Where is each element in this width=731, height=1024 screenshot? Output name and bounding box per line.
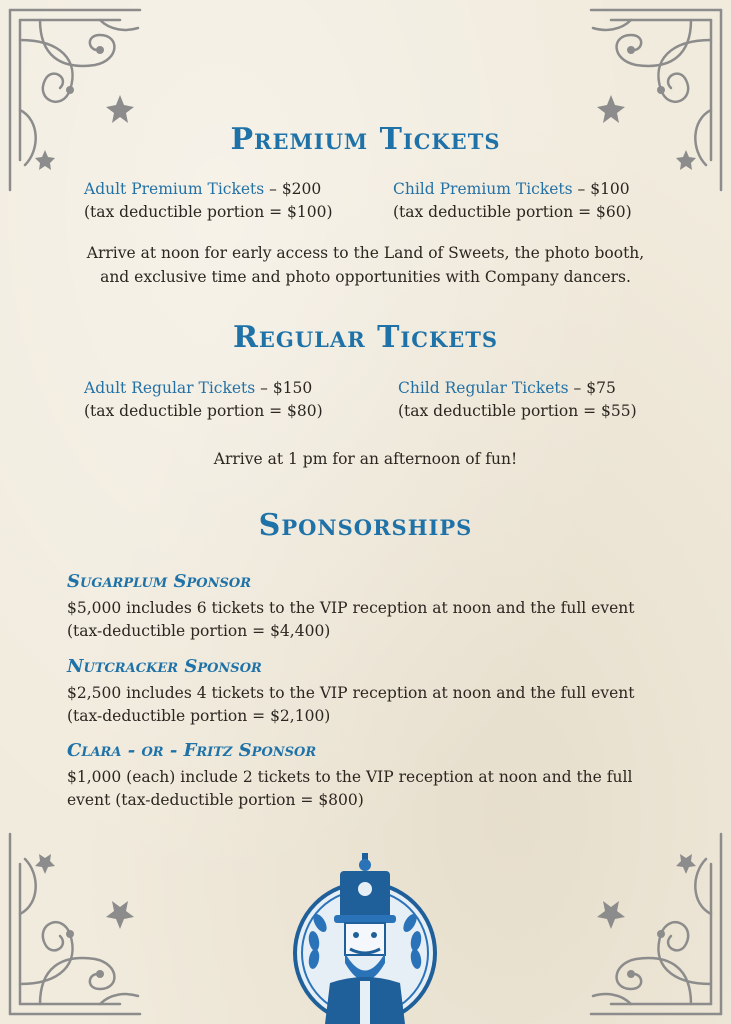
sponsor-desc-clara-fritz	[67, 766, 667, 812]
adult-premium-label: Adult Premium Tickets	[84, 180, 265, 198]
sponsor-title-sugarplum: Sugarplum Sponsor	[67, 571, 252, 592]
ornate-flourish-icon	[581, 824, 731, 1024]
sponsor-title-clara-fritz: Clara - or - Fritz Sponsor	[67, 740, 317, 761]
child-regular-tax: (tax deductible portion = $55)	[398, 402, 637, 420]
adult-regular-tax: (tax deductible portion = $80)	[84, 402, 323, 420]
child-premium-label: Child Premium Tickets	[393, 180, 573, 198]
corner-ornament-top-right	[581, 0, 731, 200]
regular-heading: Regular Tickets	[232, 320, 499, 355]
regular-description: Arrive at 1 pm for an afternoon of fun!	[213, 450, 518, 468]
adult-premium-tax: (tax deductible portion = $100)	[84, 203, 333, 221]
adult-regular-price: – $150	[255, 379, 313, 397]
adult-regular-label: Adult Regular Tickets	[84, 379, 256, 397]
corner-ornament-bottom-right	[581, 824, 731, 1024]
sponsor-desc-sugarplum	[67, 597, 667, 643]
sponsor-desc-line: $5,000 includes 6 tickets to the VIP reception at noon and the full event	[67, 599, 635, 617]
adult-premium-price: – $200	[264, 180, 322, 198]
sponsor-desc-line: (tax-deductible portion = $2,100)	[67, 707, 331, 725]
child-regular-label: Child Regular Tickets	[398, 379, 569, 397]
child-regular-block	[398, 377, 637, 423]
sponsorships-heading: Sponsorships	[258, 508, 473, 543]
sponsor-desc-line: $2,500 includes 4 tickets to the VIP reception at noon and the full event	[67, 684, 635, 702]
child-premium-price: – $100	[572, 180, 630, 198]
premium-description-line2: and exclusive time and photo opportunities with Company dancers.	[100, 268, 631, 286]
sponsor-desc-nutcracker	[67, 682, 667, 728]
premium-heading: Premium Tickets	[230, 122, 501, 157]
premium-description-line1: Arrive at noon for early access to the Land of Sweets, the photo booth,	[86, 244, 645, 262]
corner-ornament-bottom-left	[0, 824, 150, 1024]
ornate-flourish-icon	[581, 0, 731, 200]
child-regular-price: – $75	[568, 379, 616, 397]
child-premium-block	[393, 178, 632, 224]
adult-regular-block	[84, 377, 323, 423]
sponsor-desc-line: $1,000 (each) include 2 tickets to the VIP reception at noon and the full	[67, 768, 633, 786]
sponsor-title-nutcracker: Nutcracker Sponsor	[67, 656, 262, 677]
ornate-flourish-icon	[0, 824, 150, 1024]
ornate-flourish-icon	[0, 0, 150, 200]
premium-description	[0, 241, 731, 289]
sponsor-desc-line: event (tax-deductible portion = $800)	[67, 791, 364, 809]
sponsor-desc-line: (tax-deductible portion = $4,400)	[67, 622, 331, 640]
adult-premium-block	[84, 178, 333, 224]
corner-ornament-top-left	[0, 0, 150, 200]
nutcracker-emblem-icon	[290, 853, 440, 1024]
child-premium-tax: (tax deductible portion = $60)	[393, 203, 632, 221]
